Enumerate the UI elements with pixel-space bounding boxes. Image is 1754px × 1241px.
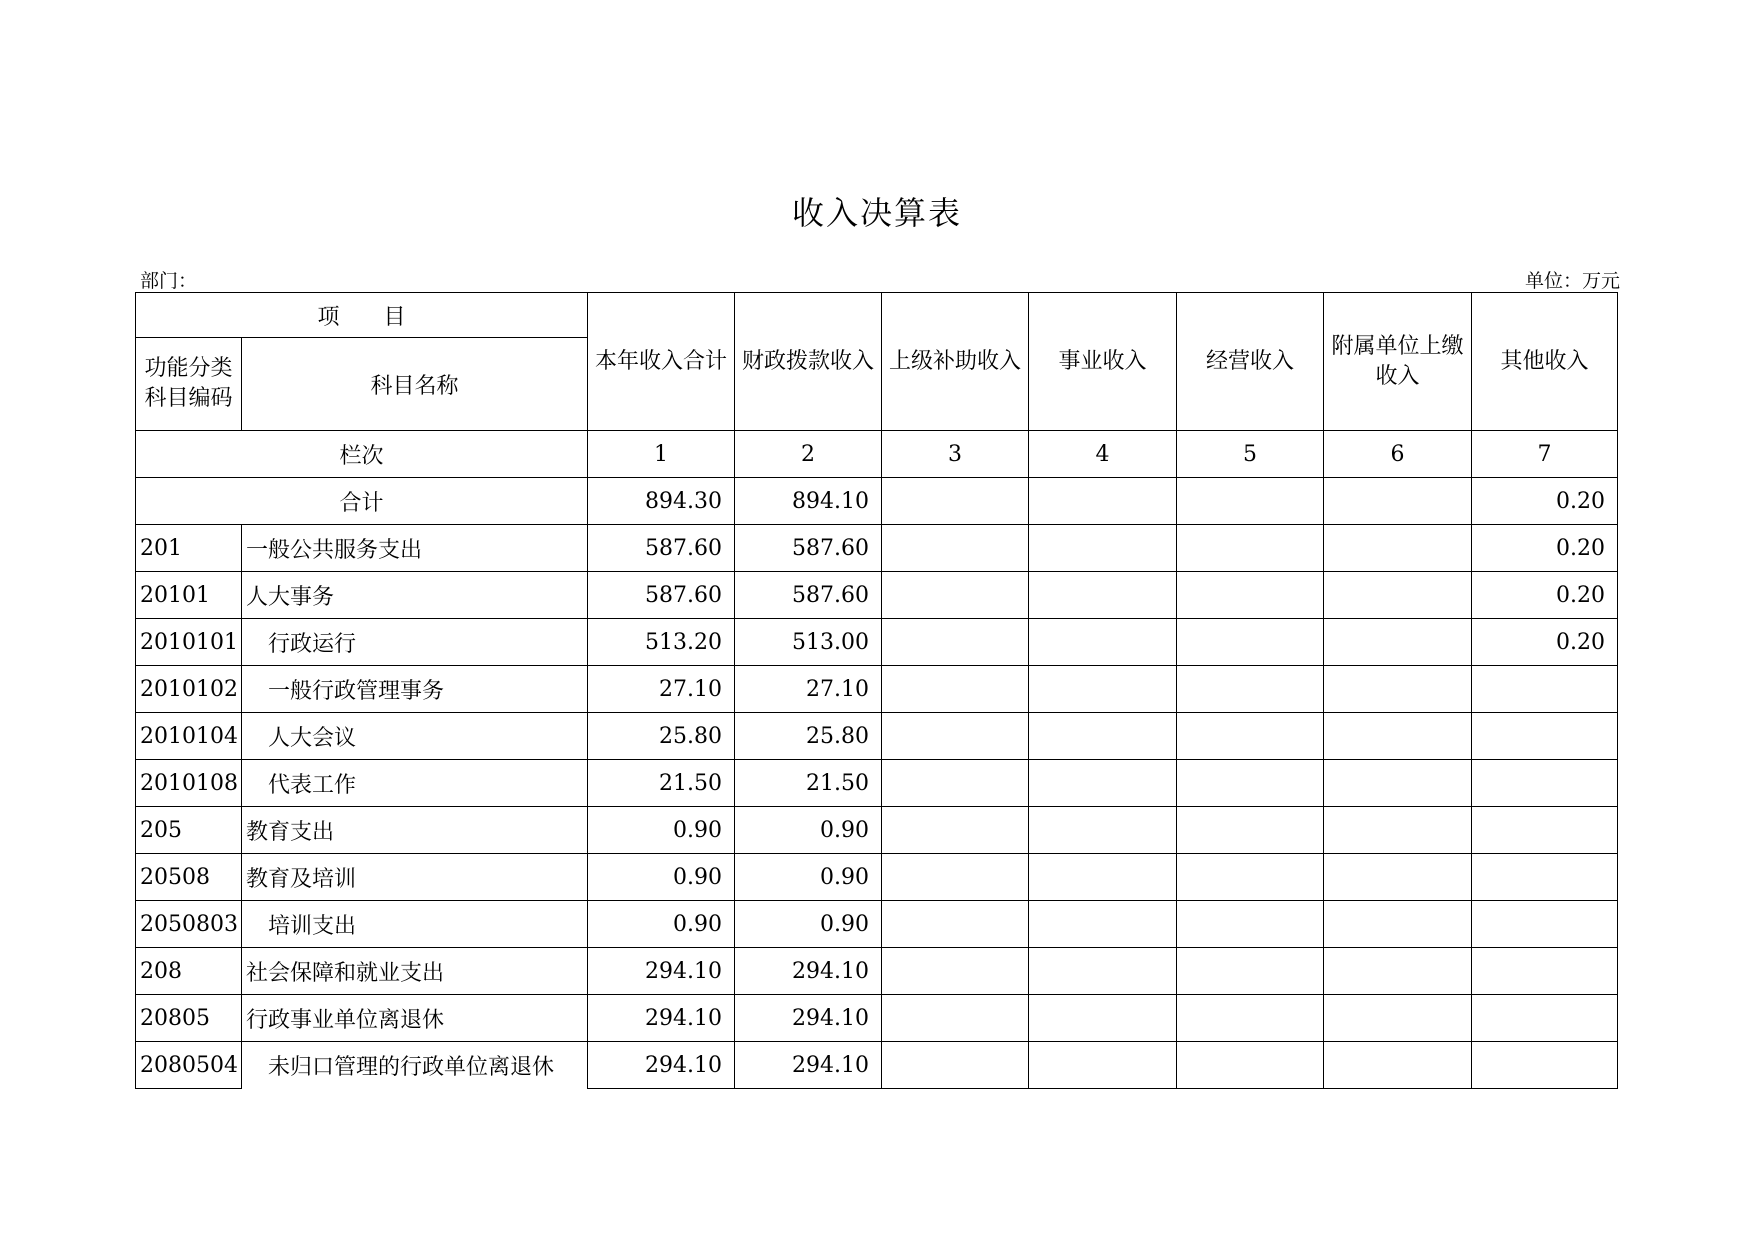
row-value bbox=[1324, 572, 1472, 619]
row-value: 294.10 bbox=[735, 1042, 882, 1089]
row-value: 0.20 bbox=[1472, 525, 1618, 572]
row-value: 294.10 bbox=[735, 995, 882, 1042]
row-value bbox=[1324, 525, 1472, 572]
total-value bbox=[1029, 478, 1177, 525]
header-total-income: 本年收入合计 bbox=[588, 293, 735, 431]
row-value: 513.20 bbox=[588, 619, 735, 666]
column-index-row bbox=[136, 431, 1618, 478]
row-value bbox=[1177, 713, 1324, 760]
row-name: 一般行政管理事务 bbox=[242, 666, 588, 713]
row-value: 294.10 bbox=[588, 1042, 735, 1089]
column-index-label: 栏次 bbox=[136, 431, 588, 478]
row-value: 0.90 bbox=[735, 807, 882, 854]
row-value bbox=[1472, 1042, 1618, 1089]
row-value bbox=[1472, 995, 1618, 1042]
row-code: 208 bbox=[136, 948, 242, 995]
total-label: 合计 bbox=[136, 478, 588, 525]
row-value bbox=[1029, 525, 1177, 572]
row-value bbox=[1472, 948, 1618, 995]
row-value bbox=[1029, 995, 1177, 1042]
row-value bbox=[1029, 666, 1177, 713]
row-value bbox=[1324, 666, 1472, 713]
row-name: 人大会议 bbox=[242, 713, 588, 760]
column-index: 1 bbox=[588, 431, 735, 478]
row-name: 未归口管理的行政单位离退休 bbox=[242, 1042, 588, 1089]
row-code: 2010108 bbox=[136, 760, 242, 807]
page-title: 收入决算表 bbox=[791, 194, 962, 232]
row-value bbox=[882, 666, 1029, 713]
row-value: 25.80 bbox=[588, 713, 735, 760]
table-row bbox=[136, 854, 1618, 901]
column-index: 5 bbox=[1177, 431, 1324, 478]
row-value: 21.50 bbox=[735, 760, 882, 807]
total-value: 0.20 bbox=[1472, 478, 1618, 525]
unit-label: 单位：万元 bbox=[1524, 270, 1620, 292]
row-value: 25.80 bbox=[735, 713, 882, 760]
row-value: 0.90 bbox=[735, 901, 882, 948]
row-value bbox=[1324, 1042, 1472, 1089]
row-code: 2010102 bbox=[136, 666, 242, 713]
total-value: 894.30 bbox=[588, 478, 735, 525]
row-name: 教育及培训 bbox=[242, 854, 588, 901]
row-value: 0.90 bbox=[588, 901, 735, 948]
row-name: 代表工作 bbox=[242, 760, 588, 807]
row-name: 社会保障和就业支出 bbox=[242, 948, 588, 995]
total-value bbox=[1177, 478, 1324, 525]
row-value bbox=[1472, 901, 1618, 948]
row-value bbox=[1177, 619, 1324, 666]
row-value bbox=[1472, 807, 1618, 854]
header-other-income: 其他收入 bbox=[1472, 293, 1618, 431]
row-value bbox=[1324, 854, 1472, 901]
row-value bbox=[1472, 854, 1618, 901]
total-row bbox=[136, 478, 1618, 525]
row-name: 一般公共服务支出 bbox=[242, 525, 588, 572]
row-value: 587.60 bbox=[735, 525, 882, 572]
table-row bbox=[136, 572, 1618, 619]
header-subject-name: 科目名称 bbox=[242, 338, 588, 431]
header-operating-income: 经营收入 bbox=[1177, 293, 1324, 431]
row-value bbox=[1177, 854, 1324, 901]
table-row bbox=[136, 760, 1618, 807]
row-value bbox=[1324, 995, 1472, 1042]
row-code: 20508 bbox=[136, 854, 242, 901]
row-name: 行政运行 bbox=[242, 619, 588, 666]
row-code: 20805 bbox=[136, 995, 242, 1042]
row-value bbox=[1324, 807, 1472, 854]
header-fiscal-appropriation: 财政拨款收入 bbox=[735, 293, 882, 431]
department-label: 部门： bbox=[140, 270, 198, 292]
row-value bbox=[1177, 807, 1324, 854]
row-name: 行政事业单位离退休 bbox=[242, 995, 588, 1042]
row-value: 294.10 bbox=[735, 948, 882, 995]
row-value bbox=[1177, 572, 1324, 619]
row-value bbox=[882, 572, 1029, 619]
row-value bbox=[882, 901, 1029, 948]
row-value bbox=[1324, 901, 1472, 948]
row-value bbox=[1029, 760, 1177, 807]
header-item: 项 目 bbox=[136, 293, 588, 338]
row-code: 2010104 bbox=[136, 713, 242, 760]
row-value bbox=[1324, 760, 1472, 807]
row-value bbox=[1324, 619, 1472, 666]
row-value bbox=[882, 854, 1029, 901]
row-value: 587.60 bbox=[588, 572, 735, 619]
row-value: 294.10 bbox=[588, 948, 735, 995]
table-row bbox=[136, 619, 1618, 666]
total-value bbox=[1324, 478, 1472, 525]
row-value bbox=[882, 995, 1029, 1042]
row-code: 2010101 bbox=[136, 619, 242, 666]
row-code: 2050803 bbox=[136, 901, 242, 948]
row-value: 0.90 bbox=[588, 807, 735, 854]
row-value bbox=[882, 760, 1029, 807]
header-superior-subsidy: 上级补助收入 bbox=[882, 293, 1029, 431]
column-index: 6 bbox=[1324, 431, 1472, 478]
row-value: 294.10 bbox=[588, 995, 735, 1042]
row-value bbox=[1177, 948, 1324, 995]
header-business-income: 事业收入 bbox=[1029, 293, 1177, 431]
row-value: 0.90 bbox=[588, 854, 735, 901]
row-value bbox=[1177, 901, 1324, 948]
row-value bbox=[1029, 713, 1177, 760]
column-index: 2 bbox=[735, 431, 882, 478]
row-value bbox=[1029, 854, 1177, 901]
row-value: 27.10 bbox=[588, 666, 735, 713]
row-value bbox=[882, 807, 1029, 854]
total-value: 894.10 bbox=[735, 478, 882, 525]
row-code: 20101 bbox=[136, 572, 242, 619]
row-value bbox=[1177, 760, 1324, 807]
row-value bbox=[1029, 572, 1177, 619]
row-value: 27.10 bbox=[735, 666, 882, 713]
header-affiliated-unit-income: 附属单位上缴收入 bbox=[1324, 293, 1472, 431]
row-value bbox=[1472, 666, 1618, 713]
table-row bbox=[136, 713, 1618, 760]
row-value bbox=[1324, 713, 1472, 760]
row-name: 人大事务 bbox=[242, 572, 588, 619]
row-value bbox=[882, 619, 1029, 666]
table-row bbox=[136, 948, 1618, 995]
row-value bbox=[882, 1042, 1029, 1089]
header-func-code: 功能分类科目编码 bbox=[136, 338, 242, 431]
total-value bbox=[882, 478, 1029, 525]
row-value bbox=[882, 713, 1029, 760]
row-value bbox=[1324, 948, 1472, 995]
income-report-table bbox=[135, 292, 1618, 1089]
table-row bbox=[136, 807, 1618, 854]
row-name: 教育支出 bbox=[242, 807, 588, 854]
row-value: 0.90 bbox=[735, 854, 882, 901]
row-value bbox=[1472, 713, 1618, 760]
row-code: 205 bbox=[136, 807, 242, 854]
column-index: 4 bbox=[1029, 431, 1177, 478]
row-code: 2080504 bbox=[136, 1042, 242, 1089]
row-value: 587.60 bbox=[588, 525, 735, 572]
row-value: 0.20 bbox=[1472, 572, 1618, 619]
row-value bbox=[1472, 760, 1618, 807]
row-value bbox=[1177, 995, 1324, 1042]
column-index: 7 bbox=[1472, 431, 1618, 478]
row-code: 201 bbox=[136, 525, 242, 572]
row-value bbox=[1029, 1042, 1177, 1089]
row-value bbox=[882, 948, 1029, 995]
row-value: 0.20 bbox=[1472, 619, 1618, 666]
column-index: 3 bbox=[882, 431, 1029, 478]
row-value bbox=[1177, 666, 1324, 713]
row-value bbox=[882, 525, 1029, 572]
row-value: 587.60 bbox=[735, 572, 882, 619]
row-name: 培训支出 bbox=[242, 901, 588, 948]
table-row bbox=[136, 1042, 1618, 1089]
table-row bbox=[136, 666, 1618, 713]
row-value bbox=[1177, 525, 1324, 572]
row-value bbox=[1029, 901, 1177, 948]
table-row bbox=[136, 901, 1618, 948]
table-row bbox=[136, 525, 1618, 572]
row-value bbox=[1029, 807, 1177, 854]
row-value bbox=[1177, 1042, 1324, 1089]
table-row bbox=[136, 995, 1618, 1042]
row-value bbox=[1029, 948, 1177, 995]
row-value: 21.50 bbox=[588, 760, 735, 807]
row-value: 513.00 bbox=[735, 619, 882, 666]
row-value bbox=[1029, 619, 1177, 666]
